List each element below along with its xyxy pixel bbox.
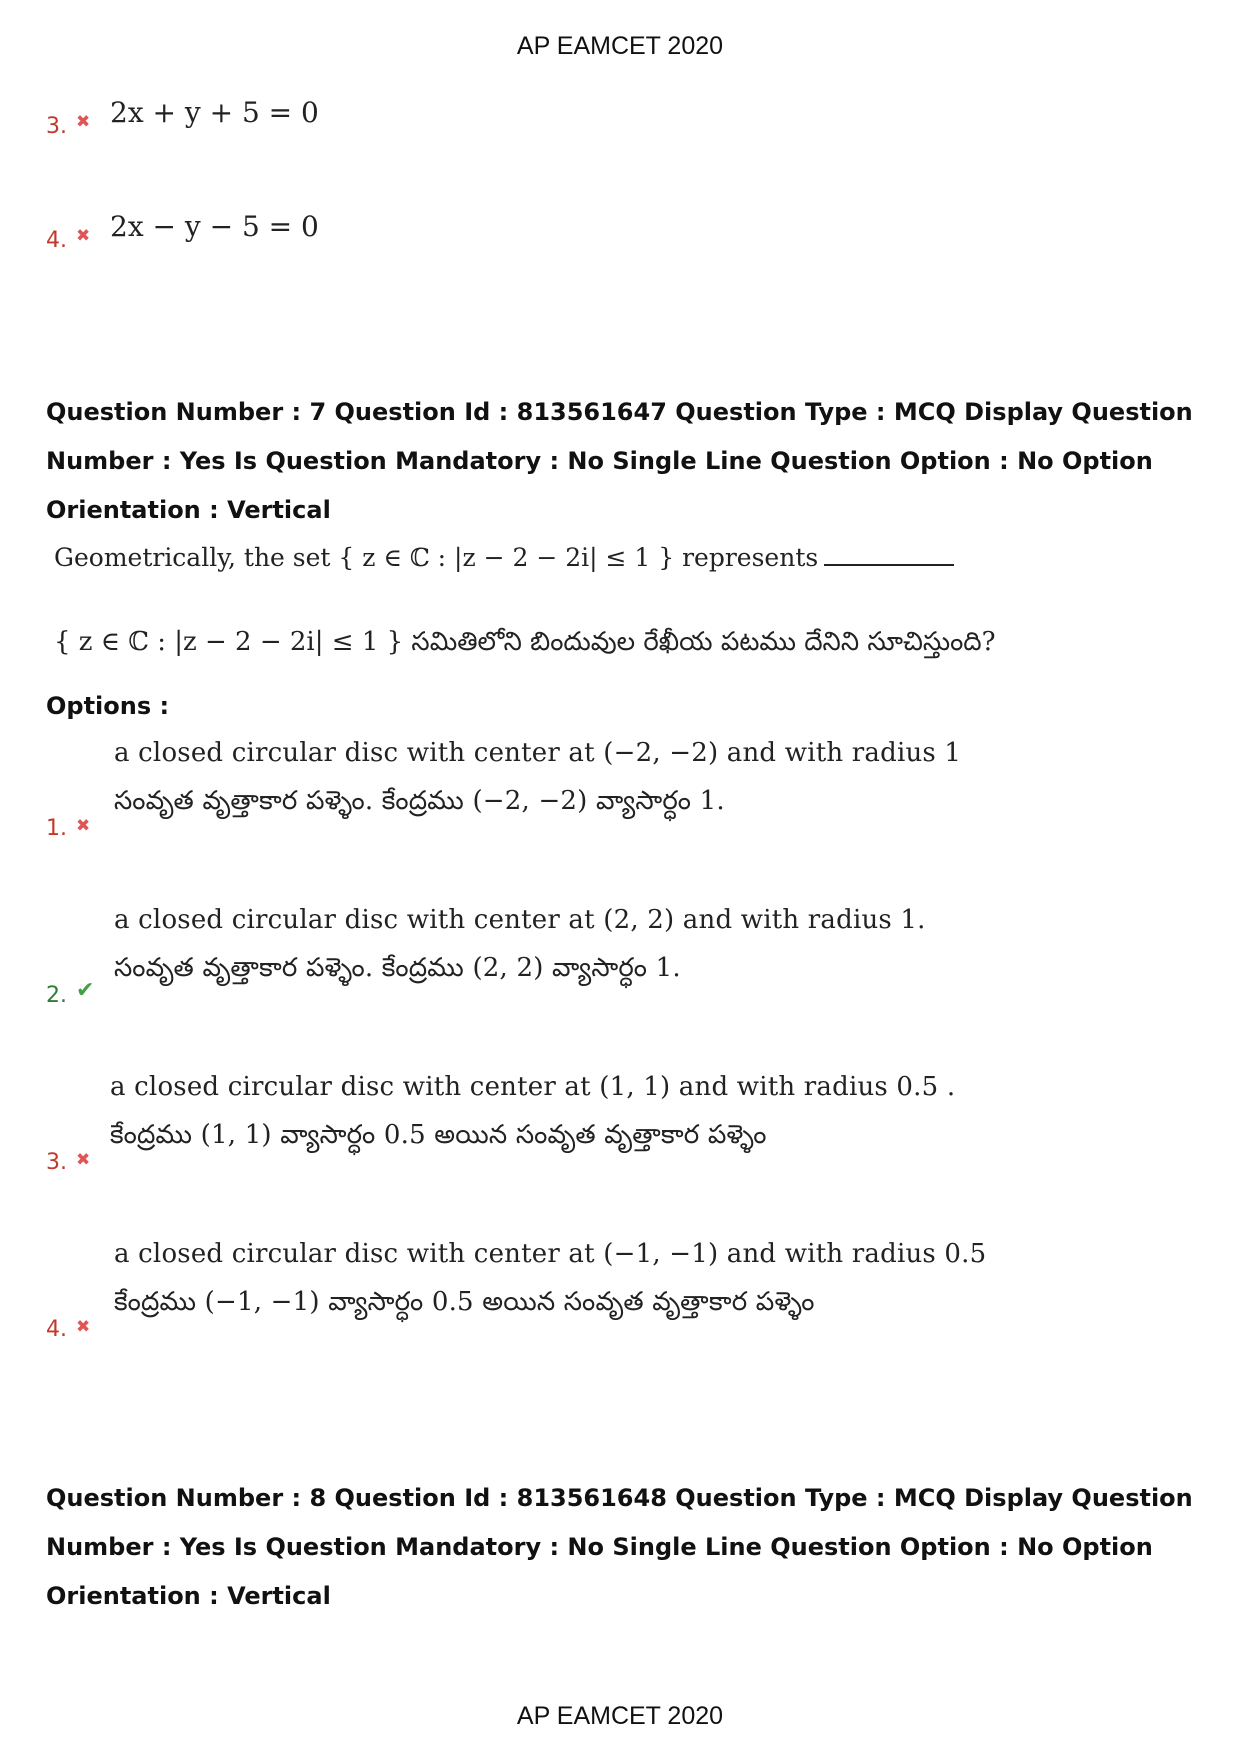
- page-header: AP EAMCET 2020: [516, 32, 724, 60]
- option-text-en: a closed circular disc with center at (1, 1) and with radius 0.5 .: [110, 1072, 956, 1102]
- option-text-en: a closed circular disc with center at (2, 2) and with radius 1.: [114, 905, 926, 935]
- question-7-text-te: { z ∈ ℂ : |z − 2 − 2i| ≤ 1 } సమితిలోని బిందువుల రేఖీయ పటము దేనిని సూచిస్తుంది?: [54, 627, 996, 657]
- question-7-text-en: [54, 543, 954, 572]
- option-math: 2x − y − 5 = 0: [110, 210, 319, 243]
- option-number: 4.: [46, 1317, 67, 1342]
- option-4[interactable]: [46, 1239, 1146, 1349]
- option-number: 1.: [46, 816, 67, 841]
- wrong-mark-icon: ✖: [76, 112, 91, 132]
- option-text-en: a closed circular disc with center at (−2, −2) and with radius 1: [114, 738, 962, 768]
- wrong-mark-icon: ✖: [76, 816, 91, 836]
- answer-blank: [824, 546, 954, 566]
- option-number: 4.: [46, 228, 67, 253]
- options-label: Options :: [46, 692, 170, 720]
- option-text-te: కేంద్రము (1, 1) వ్యాసార్ధం 0.5 అయిన సంవృత వృత్తాకార పళ్ళెం: [110, 1120, 767, 1150]
- option-text-te: సంవృత వృత్తాకార పళ్ళెం. కేంద్రము (2, 2) వ్యాసార్ధం 1.: [114, 953, 681, 983]
- option-math: 2x + y + 5 = 0: [110, 96, 319, 129]
- wrong-mark-icon: ✖: [76, 1150, 91, 1170]
- wrong-mark-icon: ✖: [76, 1317, 91, 1337]
- option-text-te: సంవృత వృత్తాకార పళ్ళెం. కేంద్రము (−2, −2) వ్యాసార్ధం 1.: [114, 786, 725, 816]
- correct-check-icon: ✔: [76, 978, 95, 1003]
- question-text: Geometrically, the set { z ∈ ℂ : |z − 2 − 2i| ≤ 1 } represents: [54, 543, 819, 572]
- question-7-meta: Question Number : 7 Question Id : 813561647 Question Type : MCQ Display Question Number : Yes Is Question Mandatory : No Single Line Question Option : No Option Orientation : Vertical: [46, 398, 1193, 524]
- wrong-mark-icon: ✖: [76, 226, 91, 246]
- option-1[interactable]: [46, 738, 1146, 848]
- option-number: 2.: [46, 983, 67, 1008]
- option-text-te: కేంద్రము (−1, −1) వ్యాసార్ధం 0.5 అయిన సంవృత వృత్తాకార పళ్ళెం: [114, 1287, 815, 1317]
- page-footer: AP EAMCET 2020: [516, 1702, 724, 1730]
- option-2[interactable]: [46, 905, 1146, 1015]
- option-text-en: a closed circular disc with center at (−1, −1) and with radius 0.5: [114, 1239, 987, 1269]
- option-number: 3.: [46, 1150, 67, 1175]
- option-3[interactable]: [46, 1072, 1146, 1182]
- question-8-meta: Question Number : 8 Question Id : 813561648 Question Type : MCQ Display Question Number : Yes Is Question Mandatory : No Single Line Question Option : No Option Orientation : Vertical: [46, 1484, 1193, 1610]
- option-number: 3.: [46, 114, 67, 139]
